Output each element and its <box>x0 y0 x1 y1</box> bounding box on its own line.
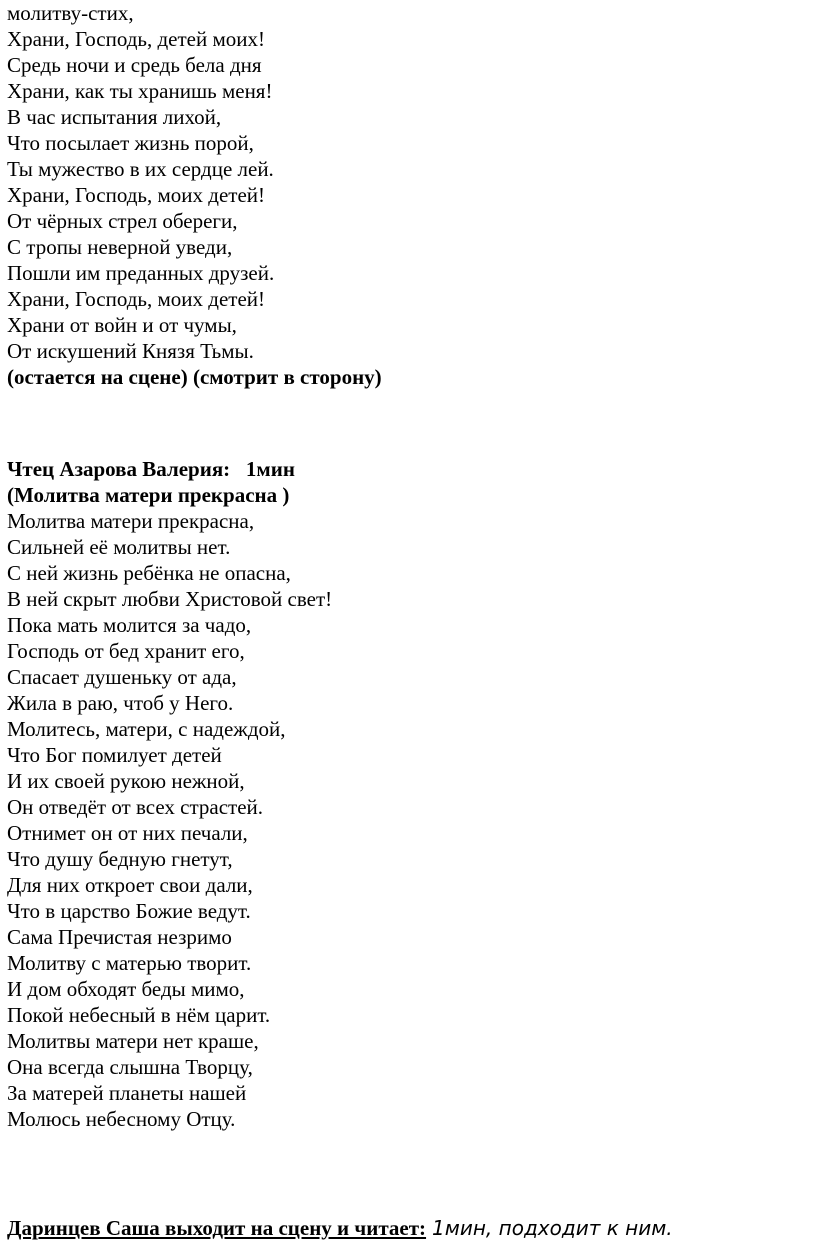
poem-1-line: С тропы неверной уведи, <box>7 235 233 259</box>
poem-2-line: И дом обходят беды мимо, <box>7 977 245 1001</box>
stage-direction: (остается на сцене) (смотрит в сторону) <box>7 365 382 389</box>
poem-2-line: И их своей рукою нежной, <box>7 769 245 793</box>
poem-2-line: Для них откроет свои дали, <box>7 873 253 897</box>
poem-2-line: Молитесь, матери, с надеждой, <box>7 717 286 741</box>
poem-1-line: Храни, как ты хранишь меня! <box>7 79 273 103</box>
poem-2-line: Она всегда слышна Творцу, <box>7 1055 253 1079</box>
poem-1-line: Храни, Господь, моих детей! <box>7 287 266 311</box>
poem-1-line: В час испытания лихой, <box>7 105 222 129</box>
poem-1 <box>7 0 807 390</box>
next-reader-line <box>7 1213 812 1243</box>
poem-2-line: С ней жизнь ребёнка не опасна, <box>7 561 291 585</box>
poem-2-line: Покой небесный в нём царит. <box>7 1003 271 1027</box>
poem-2-line: Молитва матери прекрасна, <box>7 509 255 533</box>
poem-1-line: молитву-стих, <box>7 1 134 25</box>
poem-2-line: Что в царство Божие ведут. <box>7 899 251 923</box>
poem-2-line: Господь от бед хранит его, <box>7 639 245 663</box>
poem-1-line: Храни, Господь, детей моих! <box>7 27 266 51</box>
poem-1-line: От искушений Князя Тьмы. <box>7 339 254 363</box>
poem-1-line: Пошли им преданных друзей. <box>7 261 275 285</box>
poem-title: (Молитва матери прекрасна ) <box>7 483 290 507</box>
next-reader-note: 1мин, подходит к ним. <box>432 1216 673 1240</box>
poem-2-line: Молитву с матерью творит. <box>7 951 252 975</box>
poem-2-line: Пока мать молится за чадо, <box>7 613 252 637</box>
poem-2-line: Что Бог помилует детей <box>7 743 222 767</box>
next-reader-heading: Даринцев Саша выходит на сцену и читает: <box>7 1216 427 1240</box>
poem-2-line: Молитвы матери нет краше, <box>7 1029 259 1053</box>
poem-1-line: Средь ночи и средь бела дня <box>7 53 262 77</box>
poem-2-line: Сама Пречистая незримо <box>7 925 232 949</box>
poem-2-line: За матерей планеты нашей <box>7 1081 247 1105</box>
poem-2-line: Молюсь небесному Отцу. <box>7 1107 236 1131</box>
poem-2-line: Спасает душеньку от ада, <box>7 665 237 689</box>
poem-2-line: Сильней её молитвы нет. <box>7 535 231 559</box>
poem-1-line: От чёрных стрел обереги, <box>7 209 238 233</box>
poem-2-line: Что душу бедную гнетут, <box>7 847 233 871</box>
poem-2-line: Жила в раю, чтоб у Него. <box>7 691 234 715</box>
poem-2-line: В ней скрыт любви Христовой свет! <box>7 587 333 611</box>
poem-2 <box>7 456 807 1132</box>
poem-1-line: Что посылает жизнь порой, <box>7 131 254 155</box>
poem-2-line: Отнимет он от них печали, <box>7 821 248 845</box>
reader-heading: Чтец Азарова Валерия: 1мин <box>7 457 295 481</box>
poem-1-line: Храни от войн и от чумы, <box>7 313 237 337</box>
poem-2-line: Он отведёт от всех страстей. <box>7 795 264 819</box>
poem-1-line: Ты мужество в их сердце лей. <box>7 157 274 181</box>
poem-1-line: Храни, Господь, моих детей! <box>7 183 266 207</box>
